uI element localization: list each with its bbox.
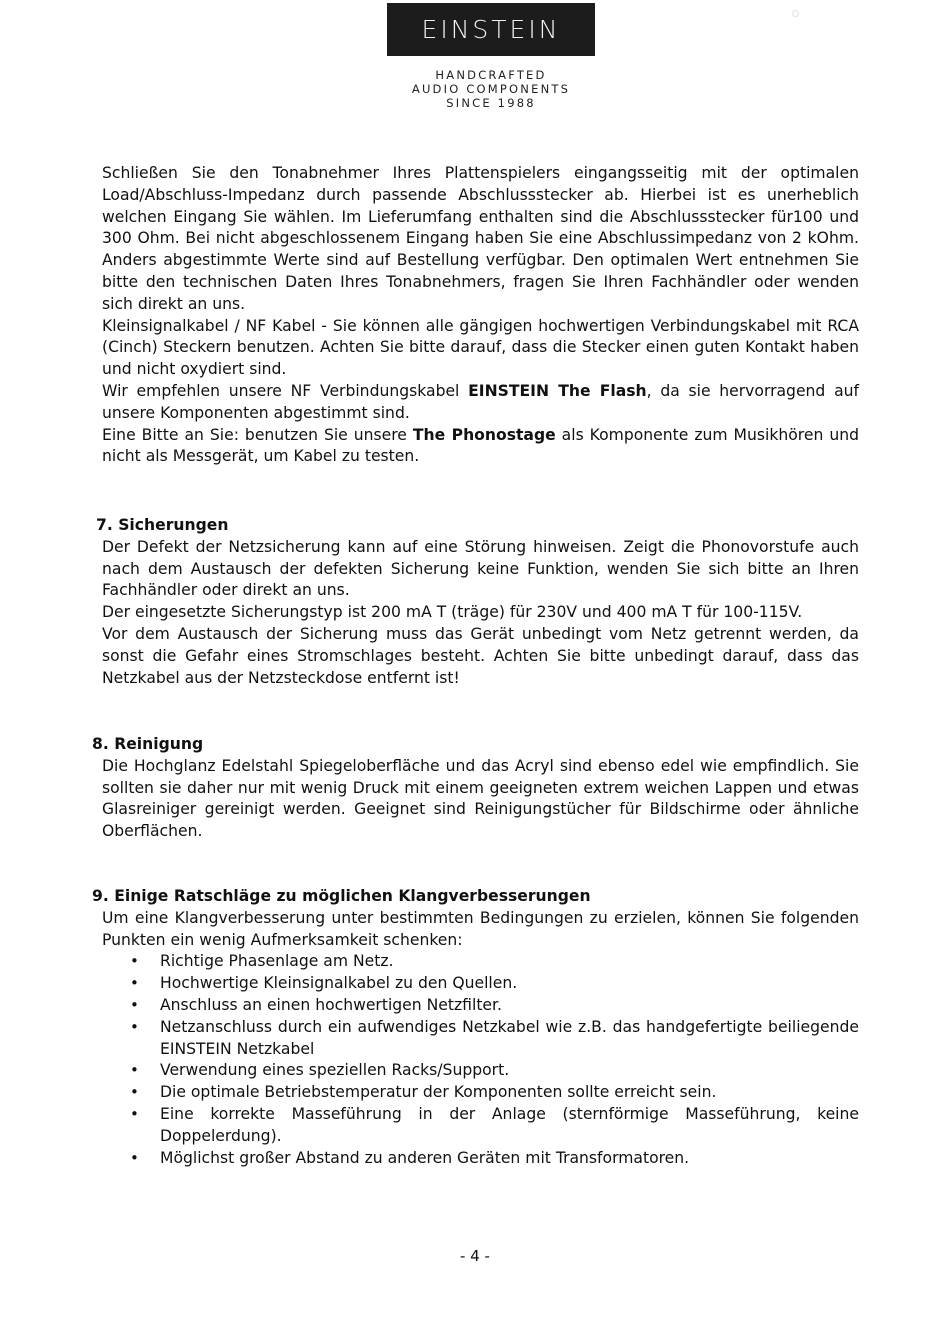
list-item: • Die optimale Betriebstemperatur der Komponenten sollte erreicht sein. bbox=[130, 1082, 859, 1104]
list-item: • Anschluss an einen hochwertigen Netzfilter. bbox=[130, 995, 859, 1017]
sound-tips-list bbox=[102, 951, 859, 1169]
section-cleaning-heading: 8. Reinigung bbox=[92, 735, 204, 753]
logo-text: EINSTEIN bbox=[421, 15, 561, 44]
intro-text bbox=[102, 163, 859, 468]
list-item: • Verwendung eines speziellen Racks/Support. bbox=[130, 1060, 859, 1082]
fuses-paragraph-3: Vor dem Austausch der Sicherung muss das Gerät unbedingt vom Netz getrennt werden, da sonst die Gefahr eines Stromschlages besteht. Achten Sie bitte unbedingt darauf, dass das Netzkabel aus der Netzsteckdose entfernt ist! bbox=[102, 624, 859, 687]
tagline-line-3: SINCE 1988 bbox=[446, 96, 536, 110]
section-fuses-heading: 7. Sicherungen bbox=[96, 516, 229, 534]
recommendation-text-b: , da sie hervorragend auf unsere Komponenten abgestimmt sind. bbox=[102, 381, 859, 422]
list-item: • Netzanschluss durch ein aufwendiges Netzkabel wie z.B. das handgefertigte beiliegende EINSTEIN Netzkabel bbox=[130, 1017, 859, 1061]
request-text-b: als Komponente zum Musikhören und nicht als Messgerät, um Kabel zu testen. bbox=[102, 425, 859, 466]
section-sound-tips bbox=[92, 886, 859, 1169]
fuses-paragraph-1: Der Defekt der Netzsicherung kann auf eine Störung hinweisen. Zeigt die Phonovorstufe auch nach dem Austausch der defekten Sicherung keine Funktion, wenden Sie sich bitte an Ihren Fachhändler oder direkt an uns. bbox=[102, 537, 859, 600]
list-item: • Hochwertige Kleinsignalkabel zu den Quellen. bbox=[130, 973, 859, 995]
sound-tips-intro: Um eine Klangverbesserung unter bestimmten Bedingungen zu erzielen, können Sie folgenden Punkten ein wenig Aufmerksamkeit schenken: bbox=[102, 908, 859, 949]
page-number: - 4 - bbox=[460, 1247, 490, 1265]
einstein-logo bbox=[387, 3, 595, 56]
logo-ring-icon bbox=[792, 10, 799, 17]
recommendation-text-a: Wir empfehlen unsere NF Verbindungskabel bbox=[102, 381, 469, 400]
brand-tagline bbox=[375, 68, 607, 110]
tagline-line-1: HANDCRAFTED bbox=[435, 68, 547, 82]
section-sound-tips-body bbox=[92, 908, 859, 1170]
section-cleaning-body bbox=[92, 756, 859, 843]
intro-paragraph-termination: Schließen Sie den Tonabnehmer Ihres Plattenspielers eingangsseitig mit der optimalen Load/Abschluss-Impedanz durch passende Abschlussstecker ab. Hierbei ist es unerheblich welchen Eingang Sie wählen. Im Lieferumfang enthalten sind die Abschlussstecker für100 und 300 Ohm. Bei nicht abgeschlossenem Eingang haben Sie eine Abschlussimpedanz von 2 kOhm. Anders abgestimmte Werte sind auf Bestellung verfügbar. Den optimalen Wert entnehmen Sie bitte den technischen Daten Ihres Tonabnehmers, fragen Sie Ihren Fachhändler oder wenden sich direkt an uns. bbox=[102, 164, 859, 313]
request-product: The Phonostage bbox=[412, 425, 556, 444]
intro-paragraph-cables: Kleinsignalkabel / NF Kabel - Sie können alle gängigen hochwertigen Verbindungskabel mit RCA (Cinch) Steckern benutzen. Achten Sie bitte darauf, dass die Stecker einen guten Kontakt haben und nicht oxydiert sind. bbox=[102, 316, 859, 379]
fuses-paragraph-2: Der eingesetzte Sicherungstyp ist 200 mA T (träge) für 230V und 400 mA T für 100-115V. bbox=[102, 603, 803, 622]
request-text-a: Eine Bitte an Sie: benutzen Sie unsere bbox=[102, 425, 413, 444]
list-item: • Möglichst großer Abstand zu anderen Geräten mit Transformatoren. bbox=[130, 1148, 859, 1170]
tagline-line-2: AUDIO COMPONENTS bbox=[411, 82, 571, 96]
list-item: • Eine korrekte Masseführung in der Anlage (sternförmige Masseführung, keine Doppelerdung). bbox=[130, 1104, 859, 1148]
section-cleaning bbox=[92, 734, 859, 843]
list-item: • Richtige Phasenlage am Netz. bbox=[130, 951, 859, 973]
intro-paragraph-request bbox=[102, 425, 859, 469]
recommendation-product: EINSTEIN The Flash bbox=[468, 381, 647, 400]
section-fuses bbox=[96, 515, 859, 689]
cleaning-paragraph: Die Hochglanz Edelstahl Spiegeloberfläche und das Acryl sind ebenso edel wie empfindlich. Sie sollten sie daher nur mit wenig Druck mit einem geeigneten extrem weichen Lappen und etwas Glasreiniger gereinigt werden. Geeignet sind Reinigungstücher für Bildschirme oder ähnliche Oberflächen. bbox=[102, 756, 859, 841]
intro-paragraph-recommendation bbox=[102, 381, 859, 425]
section-sound-tips-heading: 9. Einige Ratschläge zu möglichen Klangverbesserungen bbox=[92, 887, 591, 905]
section-fuses-body bbox=[96, 537, 859, 690]
